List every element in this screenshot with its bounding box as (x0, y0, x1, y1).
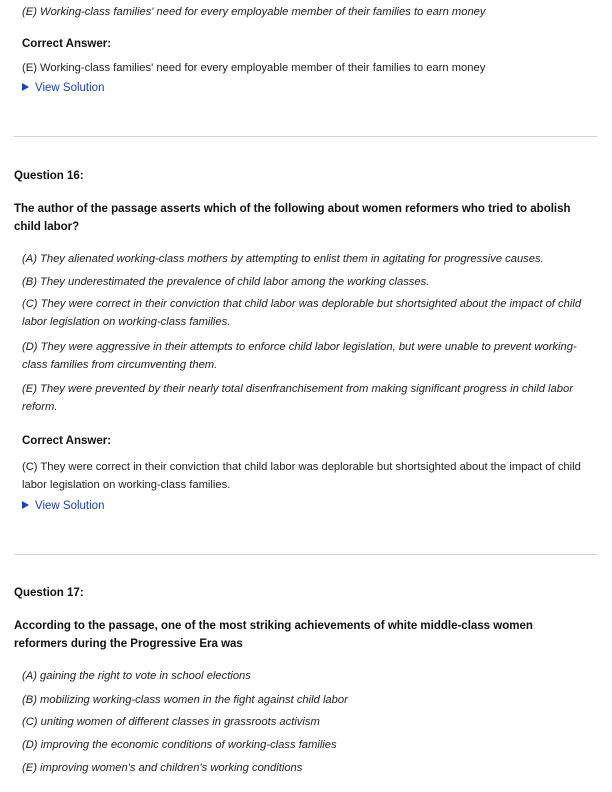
q16-view-solution-link[interactable] (22, 500, 104, 512)
q16-option-e[interactable]: (E) They were prevented by their nearly total disenfranchisement from making significant progress in child labor reform. (22, 383, 573, 413)
q16-correct-answer-text: (C) They were correct in their conviction that child labor was deplorable but shortsighted about the impact of child labor legislation on working-class families. (22, 461, 581, 491)
q15-view-solution-label: View Solution (35, 82, 105, 94)
expand-triangle-icon (22, 501, 29, 509)
q15-view-solution-link[interactable] (22, 82, 104, 94)
q17-option-a[interactable]: (A) gaining the right to vote in school elections (22, 670, 251, 682)
q17-number: Question 17: (14, 587, 84, 599)
expand-triangle-icon (22, 83, 29, 91)
section-divider (14, 554, 597, 555)
q17-option-b[interactable]: (B) mobilizing working-class women in the fight against child labor (22, 694, 348, 706)
q16-prompt: The author of the passage asserts which of the following about women reformers who tried to abolish child labor? (14, 203, 571, 233)
q15-correct-answer-text: (E) Working-class families' need for every employable member of their families to earn money (22, 62, 486, 74)
q17-option-d[interactable]: (D) improving the economic conditions of working-class families (22, 739, 337, 751)
q17-option-c[interactable]: (C) uniting women of different classes in grassroots activism (22, 716, 320, 728)
q16-view-solution-label: View Solution (35, 500, 105, 512)
q16-correct-answer-label: Correct Answer: (22, 435, 112, 447)
section-divider (14, 136, 597, 137)
q15-option-e: (E) Working-class families' need for every employable member of their families to earn money (22, 6, 486, 18)
q17-option-e[interactable]: (E) improving women's and children's working conditions (22, 762, 303, 774)
q16-option-b[interactable]: (B) They underestimated the prevalence of child labor among the working classes. (22, 276, 430, 288)
q16-option-c[interactable]: (C) They were correct in their conviction that child labor was deplorable but shortsighted about the impact of child labor legislation on working-class families. (22, 298, 582, 328)
q16-option-a[interactable]: (A) They alienated working-class mothers by attempting to enlist them in agitating for progressive causes. (22, 253, 544, 265)
q17-prompt: According to the passage, one of the most striking achievements of white middle-class women reformers during the Progressive Era was (14, 620, 533, 650)
q16-number: Question 16: (14, 170, 84, 182)
q15-correct-answer-label: Correct Answer: (22, 38, 112, 50)
q16-option-d[interactable]: (D) They were aggressive in their attempts to enforce child labor legislation, but were unable to prevent working-class families from circumventing them. (22, 341, 577, 371)
